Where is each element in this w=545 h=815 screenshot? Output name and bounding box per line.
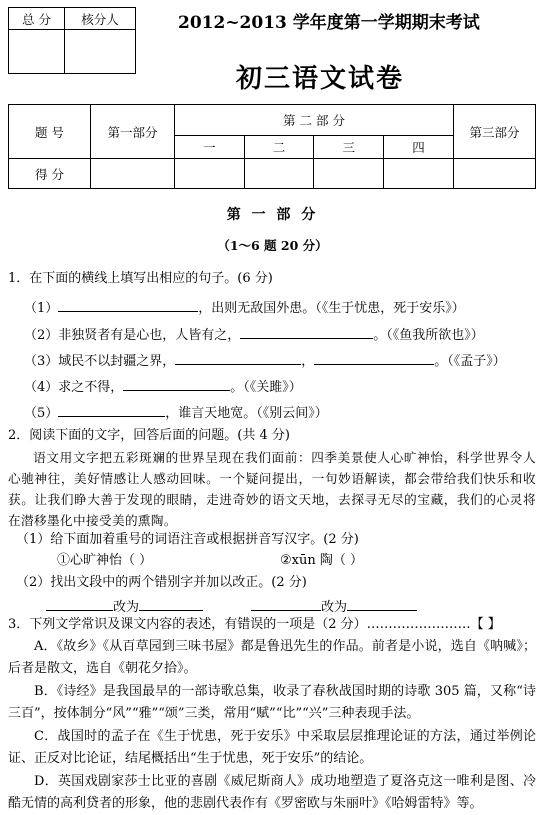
q2-sub1-b: ②xūn 陶（ ）: [280, 553, 363, 568]
q1-3-blank-b[interactable]: [314, 350, 434, 365]
q2-fix-2-wrong[interactable]: [251, 596, 321, 611]
part2-sub-1: 一: [175, 136, 245, 159]
q1-5-tail: ，谁言天地宽。（《别云间》）: [165, 406, 328, 421]
part2-sub-4: 四: [384, 136, 454, 159]
q3-option-d: D．英国戏剧家莎士比亚的喜剧《威尼斯商人》成功地塑造了夏洛克这一唯利是图、冷酷无情的高利贷者的形象，他的悲剧代表作有《罗密欧与朱丽叶》《哈姆雷特》等。: [8, 774, 536, 811]
score-cell-part2-1[interactable]: [175, 159, 245, 189]
section-subtitle: （1～6 题 20 分）: [217, 238, 328, 253]
q3-option-c: C．战国时的孟子在《生于忧患，死于安乐》中采取层层推理论证的方法，通过举例论证、正反对比论证，结尾概括出“生于忧患，死于安乐”的结论。: [8, 729, 536, 766]
question-number-label: 题 号: [9, 105, 91, 159]
q3-option-b: B．《诗经》是我国最早的一部诗歌总集，收录了春秋战国时期的诗歌 305 篇，又称“诗三百”，按体制分“风”“雅”“颂”三类，常用“赋”“比”“兴”三种表现手法。: [8, 684, 536, 721]
q2-fix-1-right[interactable]: [139, 596, 203, 611]
q2-fix-1-label: 改为: [113, 600, 140, 615]
q1-stem: 1．在下面的横线上填写出相应的句子。(6 分): [8, 271, 273, 286]
total-score-cell[interactable]: [9, 30, 65, 74]
score-cell-part2-4[interactable]: [384, 159, 454, 189]
grader-header: 核分人: [65, 8, 136, 30]
q1-1-blank[interactable]: [58, 297, 198, 312]
part3-header: 第三部分: [454, 105, 536, 159]
q2-fix-2-label: 改为: [321, 600, 348, 615]
grader-cell[interactable]: [65, 30, 136, 74]
q1-1-text: ，出则无敌国外患。（《生于忧患，死于安乐》）: [198, 301, 465, 316]
score-cell-part1[interactable]: [91, 159, 175, 189]
total-score-header: 总 分: [9, 8, 65, 30]
q2-sub1: （1）给下面加着重号的词语注音或根据拼音写汉字。(2 分): [16, 532, 359, 547]
score-table: [8, 104, 536, 189]
score-label: 得 分: [9, 159, 91, 189]
q2-fix-1-wrong[interactable]: [46, 596, 113, 611]
q1-line-1: [24, 297, 465, 317]
q1-3-text: （3）域民不以封疆之界，: [24, 354, 176, 369]
q1-2-text: （2）非独贤者有是心也，人皆有之，: [24, 328, 241, 343]
score-cell-part3[interactable]: [454, 159, 536, 189]
q1-line-4: [24, 376, 302, 396]
score-cell-part2-2[interactable]: [244, 159, 314, 189]
paper-title: 初三语文试卷: [236, 64, 405, 94]
q1-3-mid: ，: [301, 354, 315, 369]
q2-sub1-a: ①心旷神怡（ ）: [57, 553, 153, 568]
part2-sub-3: 三: [314, 136, 384, 159]
section-title: 第 一 部 分: [226, 207, 319, 223]
q1-5-number: （5）: [24, 406, 59, 421]
q1-line-5: [24, 402, 328, 422]
part2-sub-2: 二: [244, 136, 314, 159]
exam-title: 2012~2013 学年度第一学期期末考试: [178, 13, 480, 33]
q1-4-blank[interactable]: [123, 376, 230, 391]
q1-2-blank[interactable]: [240, 324, 373, 339]
q1-4-text: （4）求之不得，: [24, 380, 124, 395]
q1-5-blank[interactable]: [58, 402, 165, 417]
q3-option-a: A．《故乡》《从百草园到三味书屋》都是鲁迅先生的作品。前者是小说，选自《呐喊》；后者是散文，选自《朝花夕拾》。: [8, 639, 536, 676]
q1-1-number: （1）: [24, 301, 59, 316]
q2-passage: 语文用文字把五彩斑斓的世界呈现在我们面前：四季美景使人心旷神怡，科学世界令人心驰神往，美好情感让人感动回味。一个疑问提出，一句妙语解读，都会带给我们快乐和收获。让我们睁大善于发现的眼睛，走进奇妙的语文天地，去探寻无尽的宝藏，我们的心灵将在潜移墨化中接受美的熏陶。: [8, 450, 536, 528]
q3-stem: 3．下列文学常识及课文内容的表述，有错误的一项是（2 分）……………………【 】: [8, 617, 501, 632]
part1-header: 第一部分: [91, 105, 175, 159]
score-cell-part2-3[interactable]: [314, 159, 384, 189]
q1-line-3: [24, 350, 506, 370]
q2-fix-row: [46, 596, 417, 616]
q2-stem: 2．阅读下面的文字，回答后面的问题。(共 4 分): [8, 428, 290, 443]
part2-header: 第 二 部 分: [175, 105, 454, 136]
q2-fix-2-right[interactable]: [347, 596, 417, 611]
q1-3-blank-a[interactable]: [175, 350, 301, 365]
q2-sub2: （2）找出文段中的两个错别字并加以改正。(2 分): [16, 575, 307, 590]
q1-4-tail: 。（《关雎》）: [230, 380, 302, 395]
grader-score-box: [8, 7, 136, 74]
q1-3-tail: 。（《孟子》）: [434, 354, 506, 369]
q1-line-2: [24, 324, 484, 344]
q1-2-tail: 。（《鱼我所欲也》）: [373, 328, 484, 343]
